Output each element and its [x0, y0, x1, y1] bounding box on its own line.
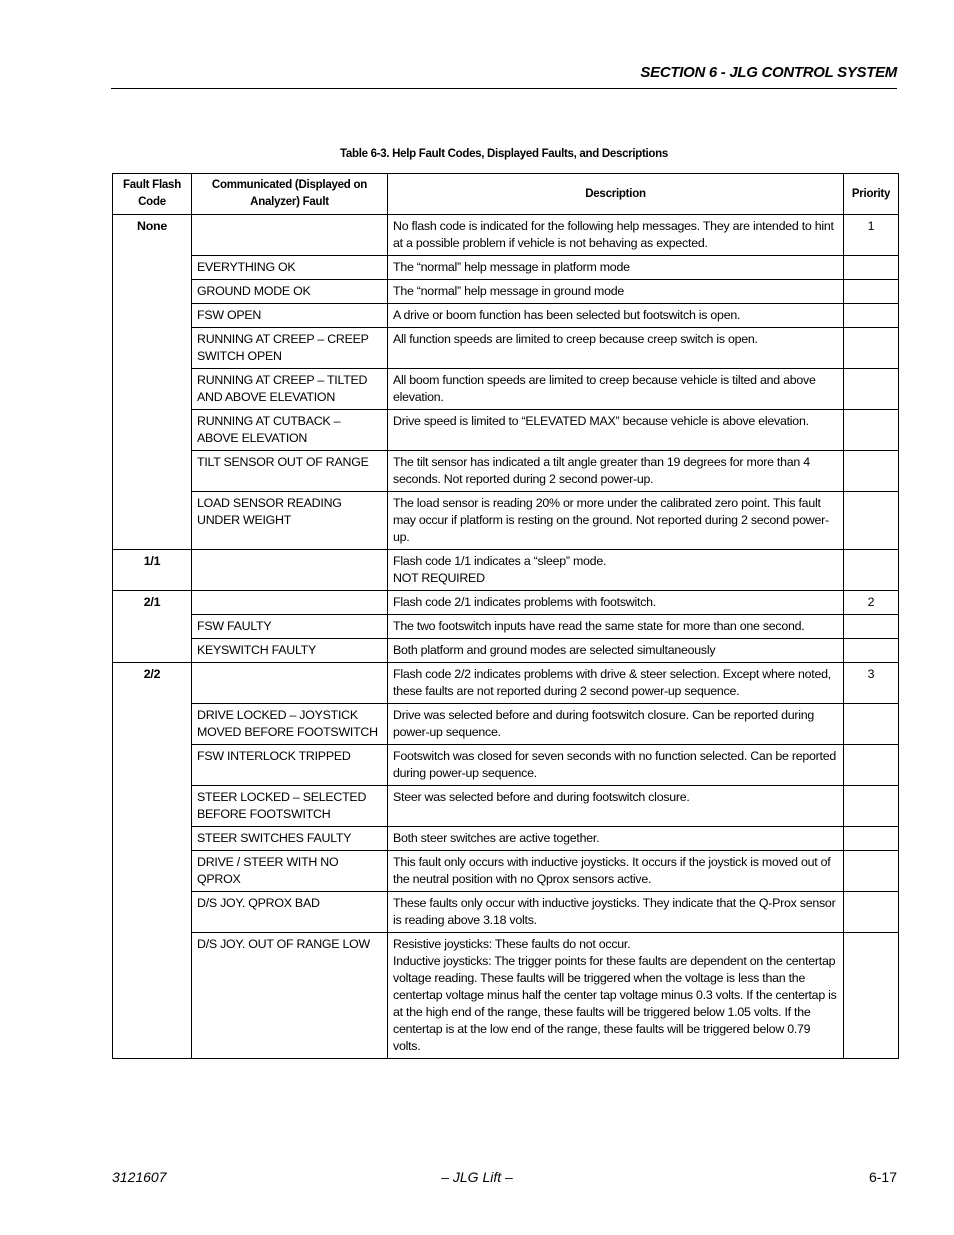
flash-code-cell — [113, 892, 192, 933]
flash-code-cell — [113, 639, 192, 663]
priority-cell — [844, 851, 899, 892]
description-cell: The two footswitch inputs have read the same state for more than one second. — [388, 615, 844, 639]
description-cell: Drive was selected before and during footswitch closure. Can be reported during power-up sequence. — [388, 704, 844, 745]
priority-cell — [844, 280, 899, 304]
priority-cell — [844, 827, 899, 851]
flash-code-cell — [113, 304, 192, 328]
fault-name-cell: EVERYTHING OK — [192, 256, 388, 280]
flash-code-cell: 2/1 — [113, 591, 192, 615]
description-cell: The tilt sensor has indicated a tilt angle greater than 19 degrees for more than 4 seconds. Not reported during 2 second power-up. — [388, 451, 844, 492]
table-caption: Table 6-3. Help Fault Codes, Displayed Faults, and Descriptions — [340, 148, 668, 160]
table-row — [113, 615, 899, 639]
flash-code-cell: 1/1 — [113, 550, 192, 591]
table-row — [113, 256, 899, 280]
priority-cell — [844, 745, 899, 786]
table-row — [113, 933, 899, 1059]
column-header-flash-code: Fault Flash Code — [113, 174, 192, 215]
fault-name-cell — [192, 215, 388, 256]
flash-code-cell — [113, 933, 192, 1059]
table-row — [113, 851, 899, 892]
header-rule — [111, 88, 897, 89]
priority-cell — [844, 328, 899, 369]
flash-code-cell — [113, 827, 192, 851]
document-number: 3121607 — [112, 1169, 167, 1185]
description-cell: Flash code 2/2 indicates problems with drive & steer selection. Except where noted, these faults are not reported during 2 second power-up sequence. — [388, 663, 844, 704]
table-row — [113, 745, 899, 786]
priority-cell — [844, 786, 899, 827]
priority-cell — [844, 256, 899, 280]
table-row — [113, 369, 899, 410]
table-row — [113, 451, 899, 492]
fault-code-table — [112, 173, 899, 1059]
fault-name-cell — [192, 663, 388, 704]
priority-cell — [844, 304, 899, 328]
priority-cell — [844, 639, 899, 663]
fault-name-cell: FSW INTERLOCK TRIPPED — [192, 745, 388, 786]
description-cell: Footswitch was closed for seven seconds with no function selected. Can be reported during power-up sequence. — [388, 745, 844, 786]
priority-cell — [844, 550, 899, 591]
description-cell: The load sensor is reading 20% or more under the calibrated zero point. This fault may occur if platform is resting on the ground. Not reported during 2 second power-up. — [388, 492, 844, 550]
description-cell: This fault only occurs with inductive joysticks. It occurs if the joystick is moved out of the neutral position with no Qprox sensors active. — [388, 851, 844, 892]
priority-cell — [844, 892, 899, 933]
flash-code-cell — [113, 328, 192, 369]
priority-cell — [844, 933, 899, 1059]
table-header-row — [113, 174, 899, 215]
description-cell: Drive speed is limited to “ELEVATED MAX” because vehicle is above elevation. — [388, 410, 844, 451]
priority-cell — [844, 369, 899, 410]
table-row — [113, 215, 899, 256]
table-body — [113, 215, 899, 1059]
table-row — [113, 892, 899, 933]
table-row — [113, 304, 899, 328]
table-row — [113, 704, 899, 745]
table-row — [113, 827, 899, 851]
flash-code-cell — [113, 369, 192, 410]
description-cell: No flash code is indicated for the following help messages. They are intended to hint at a possible problem if vehicle is not behaving as expected. — [388, 215, 844, 256]
description-cell: Flash code 2/1 indicates problems with footswitch. — [388, 591, 844, 615]
table-row — [113, 280, 899, 304]
flash-code-cell — [113, 851, 192, 892]
priority-cell: 3 — [844, 663, 899, 704]
page-number: 6-17 — [868, 1169, 897, 1185]
description-cell: All function speeds are limited to creep because creep switch is open. — [388, 328, 844, 369]
fault-name-cell: RUNNING AT CREEP – TILTED AND ABOVE ELEVATION — [192, 369, 388, 410]
flash-code-cell — [113, 451, 192, 492]
fault-name-cell: DRIVE LOCKED – JOYSTICK MOVED BEFORE FOOTSWITCH — [192, 704, 388, 745]
flash-code-cell — [113, 704, 192, 745]
table-row — [113, 328, 899, 369]
fault-name-cell: TILT SENSOR OUT OF RANGE — [192, 451, 388, 492]
fault-name-cell: DRIVE / STEER WITH NO QPROX — [192, 851, 388, 892]
fault-name-cell: FSW FAULTY — [192, 615, 388, 639]
flash-code-cell: None — [113, 215, 192, 256]
fault-name-cell: D/S JOY. QPROX BAD — [192, 892, 388, 933]
table-row — [113, 492, 899, 550]
fault-name-cell — [192, 591, 388, 615]
priority-cell — [844, 615, 899, 639]
fault-name-cell: GROUND MODE OK — [192, 280, 388, 304]
flash-code-cell — [113, 256, 192, 280]
fault-name-cell: RUNNING AT CREEP – CREEP SWITCH OPEN — [192, 328, 388, 369]
priority-cell: 1 — [844, 215, 899, 256]
description-cell: The “normal” help message in ground mode — [388, 280, 844, 304]
section-title: SECTION 6 - JLG CONTROL SYSTEM — [640, 64, 897, 81]
priority-cell: 2 — [844, 591, 899, 615]
fault-name-cell: STEER SWITCHES FAULTY — [192, 827, 388, 851]
column-header-description: Description — [388, 174, 844, 215]
priority-cell — [844, 410, 899, 451]
description-cell: A drive or boom function has been selected but footswitch is open. — [388, 304, 844, 328]
description-cell: These faults only occur with inductive joysticks. They indicate that the Q-Prox sensor is reading above 3.18 volts. — [388, 892, 844, 933]
flash-code-cell — [113, 280, 192, 304]
description-cell: All boom function speeds are limited to creep because vehicle is tilted and above elevation. — [388, 369, 844, 410]
fault-name-cell: STEER LOCKED – SELECTED BEFORE FOOTSWITCH — [192, 786, 388, 827]
fault-name-cell: D/S JOY. OUT OF RANGE LOW — [192, 933, 388, 1059]
column-header-fault: Communicated (Displayed on Analyzer) Fault — [192, 174, 388, 215]
description-cell: Both steer switches are active together. — [388, 827, 844, 851]
table-row — [113, 550, 899, 591]
flash-code-cell — [113, 786, 192, 827]
flash-code-cell: 2/2 — [113, 663, 192, 704]
flash-code-cell — [113, 410, 192, 451]
description-cell: Steer was selected before and during footswitch closure. — [388, 786, 844, 827]
description-cell: Both platform and ground modes are selected simultaneously — [388, 639, 844, 663]
priority-cell — [844, 492, 899, 550]
table-row — [113, 410, 899, 451]
table-row — [113, 663, 899, 704]
priority-cell — [844, 704, 899, 745]
description-cell: The “normal” help message in platform mode — [388, 256, 844, 280]
footer-brand: – JLG Lift – — [441, 1169, 513, 1185]
description-cell: Resistive joysticks: These faults do not occur. Inductive joysticks: The trigger points for these faults are dependent on the centertap voltage reading. These faults will be triggered when the voltage is less than the centertap voltage minus half the center tap voltage minus 0.3 volts. If the centertap is at the high end of the range, these faults will be triggered below 1.05 volts. If the centertap is at the low end of the range, these faults will be triggered below 0.79 volts. — [388, 933, 844, 1059]
flash-code-cell — [113, 615, 192, 639]
priority-cell — [844, 451, 899, 492]
fault-name-cell: KEYSWITCH FAULTY — [192, 639, 388, 663]
table-row — [113, 639, 899, 663]
flash-code-cell — [113, 745, 192, 786]
description-cell: Flash code 1/1 indicates a “sleep” mode. NOT REQUIRED — [388, 550, 844, 591]
fault-name-cell: FSW OPEN — [192, 304, 388, 328]
fault-name-cell: LOAD SENSOR READING UNDER WEIGHT — [192, 492, 388, 550]
fault-name-cell: RUNNING AT CUTBACK – ABOVE ELEVATION — [192, 410, 388, 451]
fault-name-cell — [192, 550, 388, 591]
column-header-priority: Priority — [844, 174, 899, 215]
table-row — [113, 786, 899, 827]
flash-code-cell — [113, 492, 192, 550]
table-row — [113, 591, 899, 615]
